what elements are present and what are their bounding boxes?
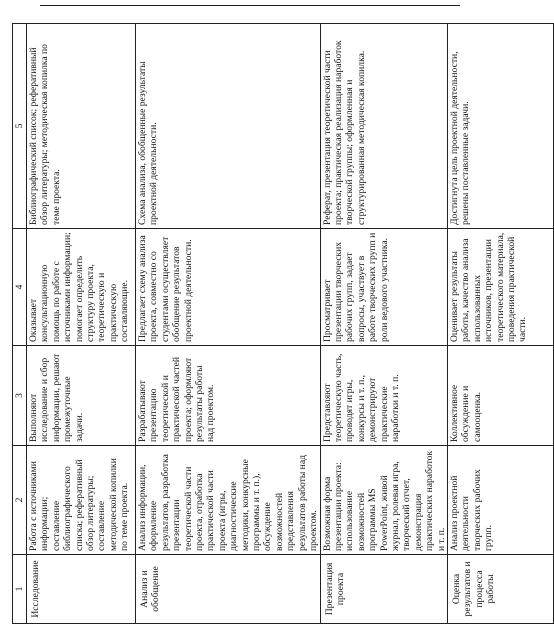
result-cell: Схема анализа, обобщенные результаты проектной деятельности. (136, 24, 321, 229)
content-cell: Возможная форма презентации проекта: использование возможностей программы MS PowerPoint, живой журнал, ролевая игра, творческий отчет, демонстрация практических наработок и т. п. (320, 446, 447, 555)
content-cell: Анализ информации, оформление результатов, разработка презентации теоретической части проекта, отработка практической части проекта (игры, диагностические методики, конкурсные программы и т. п.), обсуждение возможностей представления результатов работы над проектом. (136, 446, 321, 555)
student-activity-cell: Представляют теоретическую часть, проводят игры, конкурсы и т. п., демонстрируют практические наработки и т. п. (320, 346, 447, 446)
teacher-activity-cell: Просматривает презентации творческих рабочих групп, задает вопросы, участвует в работе творческих групп и роли ведового участника. (320, 229, 447, 346)
result-cell: Библиографический список; реферативный обзор литературы; методическая копилка по теме проекта. (27, 24, 136, 229)
student-activity-cell: Разрабатывают презентацию теоретической и практической частей проекта; оформляют результаты работы над проектом. (136, 346, 321, 446)
header-row (13, 24, 27, 624)
table-row (447, 24, 553, 624)
top-rule (40, 5, 460, 6)
stage-label: Оценка результатов и процесса работы (450, 561, 497, 617)
header-cell: 3 (13, 346, 27, 446)
table-row (27, 24, 136, 624)
stage-cell (136, 555, 321, 624)
header-cell: 4 (13, 229, 27, 346)
rotated-table-container (12, 24, 529, 624)
content-cell: Анализ проектной деятельности творческих рабочих групп. (447, 446, 553, 555)
stage-label: Презентация проекта (323, 562, 346, 616)
stage-label: Исследование (30, 560, 41, 618)
stage-cell (320, 555, 447, 624)
stage-cell (27, 555, 136, 624)
result-cell: Достигнута цель проектной деятельности, решены поставленные задачи. (447, 24, 553, 229)
stage-cell (447, 555, 553, 624)
result-cell: Реферат, презентация теоретической части проекта; практическая реализация наработок творческой группы; оформленная и структурированная методическая копилка. (320, 24, 447, 229)
teacher-activity-cell: Оценивает результаты работы, качество анализа использованных источников, презентации теоретического материала, проведения практической части. (447, 229, 553, 346)
header-cell: 1 (13, 555, 27, 624)
project-stages-table (12, 23, 554, 624)
teacher-activity-cell: Предлагает схему анализа проекта, совместно со студентами осуществляет обобщение результатов проектной деятельности. (136, 229, 321, 346)
header-cell: 2 (13, 446, 27, 555)
header-cell: 5 (13, 24, 27, 229)
table-row (136, 24, 321, 624)
stage-label: Анализ и обобщение (139, 566, 162, 612)
teacher-activity-cell: Оказывает консультационную помощь по работе с источниками информации; помогает определить структуру проекта, теоретическую и практическую составляющие. (27, 229, 136, 346)
content-cell: Работа с источниками информации; составление библиографического списка; реферативный обзор литературы; составление методической копилки по теме проекта. (27, 446, 136, 555)
table-row (320, 24, 447, 624)
student-activity-cell: Выполняют исследование и сбор информации, решают промежуточные задачи. (27, 346, 136, 446)
student-activity-cell: Коллективное обсуждение и самооценка. (447, 346, 553, 446)
